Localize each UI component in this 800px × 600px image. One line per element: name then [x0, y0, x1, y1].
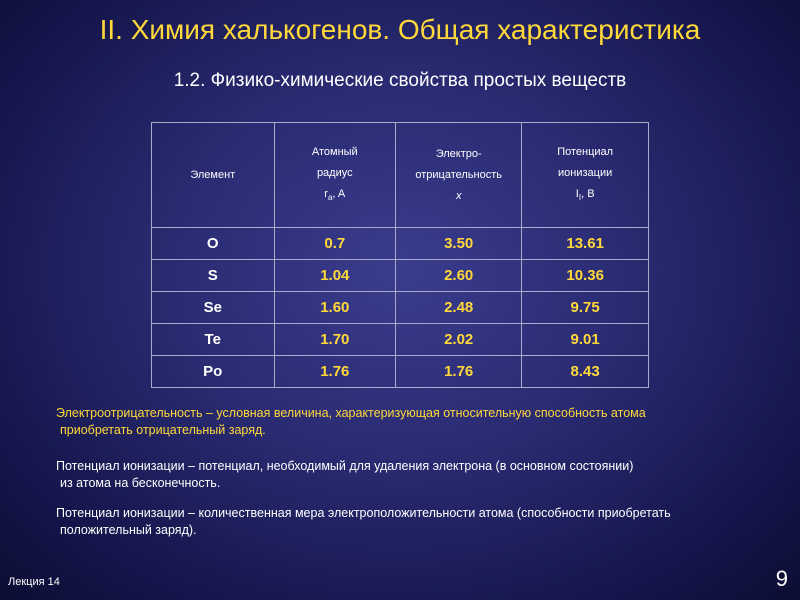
cell-ionization: 9.75: [522, 292, 649, 324]
header-ionization-unit: , B: [581, 187, 595, 200]
table-row: [152, 228, 649, 260]
table-row: [152, 292, 649, 324]
definition-line: Потенциал ионизации – потенциал, необходимый для удаления электрона (в основном состоянии): [56, 459, 634, 473]
cell-radius: 1.60: [274, 292, 396, 324]
header-element: [152, 123, 275, 228]
properties-table: [151, 122, 649, 388]
header-electronegativity: [396, 123, 522, 228]
table-row: [152, 356, 649, 388]
header-electroneg-line1: Электро-: [435, 147, 482, 160]
header-electroneg-line2: отрицательность: [415, 168, 502, 181]
page-number: 9: [775, 566, 788, 591]
slide-title: II. Химия халькогенов. Общая характеристика: [99, 14, 701, 45]
table-row: [152, 260, 649, 292]
header-ionization: [522, 123, 649, 228]
cell-element: O: [152, 228, 275, 260]
cell-radius: 1.04: [274, 260, 396, 292]
cell-element: Te: [152, 324, 275, 356]
cell-ionization: 9.01: [522, 324, 649, 356]
definition-line: из атома на бесконечность.: [60, 476, 221, 490]
cell-electronegativity: 2.02: [396, 324, 522, 356]
table-header-row: [152, 123, 649, 228]
header-electroneg-symbol: x: [455, 189, 462, 202]
header-radius-line2: радиус: [316, 166, 353, 179]
cell-electronegativity: 2.48: [396, 292, 522, 324]
slide-subtitle: 1.2. Физико-химические свойства простых веществ: [173, 70, 627, 91]
header-radius-sub: a: [327, 193, 333, 203]
cell-electronegativity: 1.76: [396, 356, 522, 388]
header-ionization-line1: Потенциал: [557, 145, 614, 158]
header-radius-unit-line: [275, 184, 396, 208]
cell-ionization: 13.61: [522, 228, 649, 260]
header-ionization-line2: ионизации: [558, 166, 613, 179]
cell-element: Po: [152, 356, 275, 388]
definition-line: приобретать отрицательный заряд.: [60, 423, 266, 437]
cell-electronegativity: 2.60: [396, 260, 522, 292]
definition-line: положительный заряд).: [60, 523, 197, 537]
lecture-label: Лекция 14: [8, 576, 60, 588]
header-ionization-symbol: I: [575, 187, 579, 200]
cell-element: S: [152, 260, 275, 292]
cell-radius: 0.7: [274, 228, 396, 260]
cell-electronegativity: 3.50: [396, 228, 522, 260]
ionization-potential-definition: [56, 458, 776, 492]
cell-radius: 1.70: [274, 324, 396, 356]
table-row: [152, 324, 649, 356]
header-element-label: Элемент: [190, 168, 236, 181]
header-ionization-unit-line: [522, 184, 648, 208]
cell-ionization: 8.43: [522, 356, 649, 388]
definition-line: Электроотрицательность – условная величина, характеризующая относительную способность атома: [56, 406, 646, 420]
header-ionization-sub: I: [578, 193, 582, 203]
cell-element: Se: [152, 292, 275, 324]
header-radius: [274, 123, 396, 228]
definition-line: Потенциал ионизации – количественная мера электроположительности атома (способности приобретать: [56, 506, 671, 520]
electronegativity-definition: [56, 405, 776, 439]
header-radius-unit: , A: [332, 187, 346, 200]
header-radius-symbol: r: [324, 187, 328, 200]
cell-radius: 1.76: [274, 356, 396, 388]
cell-ionization: 10.36: [522, 260, 649, 292]
ionization-potential-measure: [56, 505, 776, 539]
header-radius-line1: Атомный: [311, 145, 358, 158]
